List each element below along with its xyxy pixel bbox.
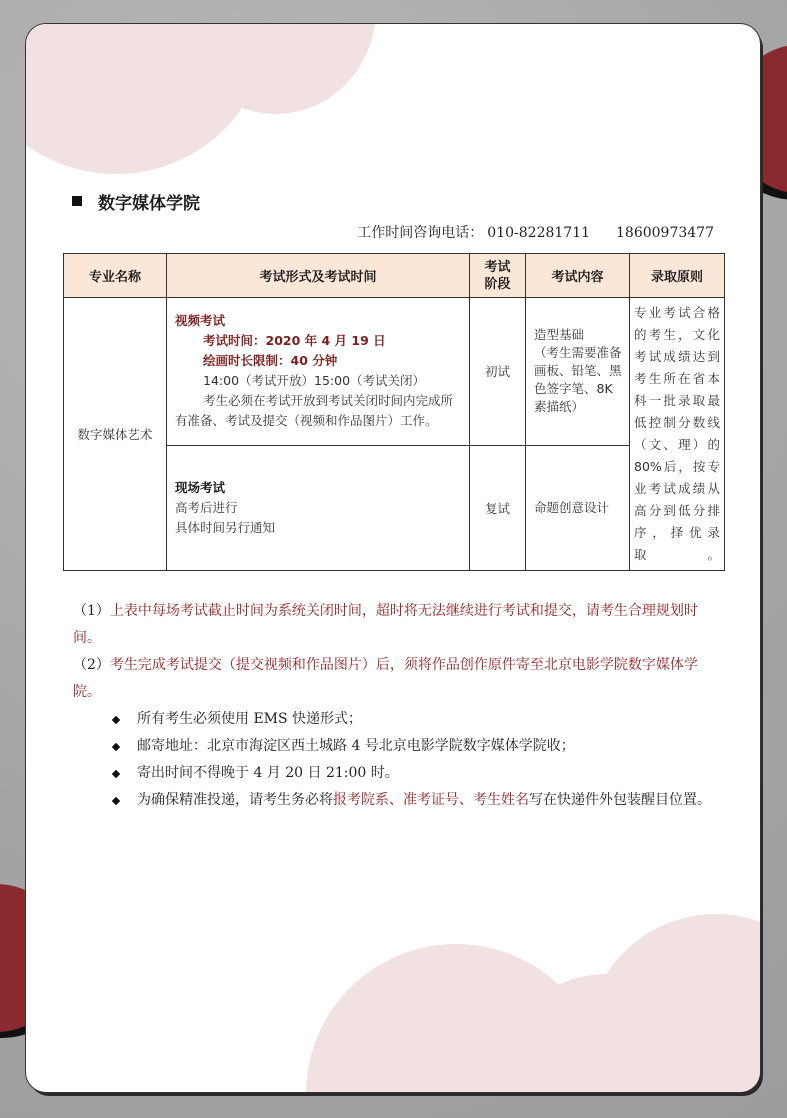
header-major: 专业名称 [64, 254, 167, 298]
diamond-bullet-icon [112, 770, 120, 778]
header-stage [470, 254, 526, 298]
mailing-list [73, 706, 721, 814]
bullet-1-text: 所有考生必须使用 EMS 快递形式； [137, 711, 363, 727]
document-content [26, 24, 760, 1092]
table-header-row [64, 254, 725, 298]
square-bullet-icon [72, 196, 82, 206]
header-form: 考试形式及考试时间 [167, 254, 470, 298]
note-1-number: （1） [73, 603, 110, 619]
cell-content-1 [526, 298, 630, 446]
list-item [73, 706, 721, 733]
video-exam-time: 14:00（考试开放）15:00（考试关闭） [203, 373, 426, 389]
video-exam-title: 视频考试 [175, 313, 226, 329]
bullet-4-post: 写在快递件外包装醒目位置。 [529, 792, 711, 808]
document-card [26, 24, 760, 1092]
video-exam-date: 考试时间：2020 年 4 月 19 日 [203, 333, 386, 349]
cell-stage-2: 复试 [470, 445, 526, 570]
note-2-number: （2） [73, 657, 110, 673]
contact-phone-2: 18600973477 [616, 225, 714, 241]
cell-form-video [167, 298, 470, 446]
bullet-4-pre: 为确保精准投递，请考生务必将 [137, 792, 333, 808]
header-content: 考试内容 [526, 254, 630, 298]
bullet-4-highlight: 报考院系、准考证号、考生姓名 [333, 792, 529, 808]
table-row [64, 298, 725, 446]
list-item [73, 787, 721, 814]
contact-label: 工作时间咨询电话： [357, 225, 484, 241]
onsite-exam-title: 现场考试 [175, 479, 226, 495]
note-2 [73, 652, 721, 706]
video-exam-limit: 绘画时长限制：40 分钟 [203, 353, 338, 369]
list-item [73, 733, 721, 760]
content-1-note: （考生需要准备画板、铅笔、黑色签字笔、8K 素描纸） [534, 345, 622, 415]
cell-major: 数字媒体艺术 [64, 298, 167, 571]
header-rule: 录取原则 [630, 254, 725, 298]
notes-section [73, 598, 721, 814]
bullet-3-text: 寄出时间不得晚于 4 月 20 日 21:00 时。 [137, 765, 399, 781]
diamond-bullet-icon [112, 797, 120, 805]
onsite-exam-line1: 高考后进行 [175, 499, 238, 515]
cell-stage-1: 初试 [470, 298, 526, 446]
cell-form-onsite [167, 445, 470, 570]
contact-line [353, 222, 714, 242]
section-heading [72, 188, 200, 214]
diamond-bullet-icon [112, 743, 120, 751]
content-1-title: 造型基础 [534, 327, 585, 343]
note-2-text: 考生完成考试提交（提交视频和作品图片）后，须将作品创作原件寄至北京电影学院数字媒体学院。 [73, 657, 698, 700]
exam-table [63, 253, 725, 571]
onsite-exam-line2: 具体时间另行通知 [175, 519, 276, 535]
note-1 [73, 598, 721, 652]
cell-content-2: 命题创意设计 [526, 445, 630, 570]
section-title: 数字媒体学院 [98, 193, 200, 214]
contact-phone-1: 010-82281711 [487, 225, 591, 241]
list-item [73, 760, 721, 787]
diamond-bullet-icon [112, 716, 120, 724]
cell-rule: 专业考试合格的考生，文化考试成绩达到考生所在省本科一批录取最低控制分数线（文、理）的80%后，按专业考试成绩从高分到低分排序，择优录取。 [630, 298, 725, 571]
video-exam-desc: 考生必须在考试开放到考试关闭时间内完成所有准备、考试及提交（视频和作品图片）工作。 [175, 393, 454, 429]
bullet-2-text: 邮寄地址：北京市海淀区西土城路 4 号北京电影学院数字媒体学院收； [137, 738, 575, 754]
header-stage-text: 考试阶段 [484, 259, 511, 292]
note-1-text: 上表中每场考试截止时间为系统关闭时间，超时将无法继续进行考试和提交，请考生合理规划时间。 [73, 603, 698, 646]
